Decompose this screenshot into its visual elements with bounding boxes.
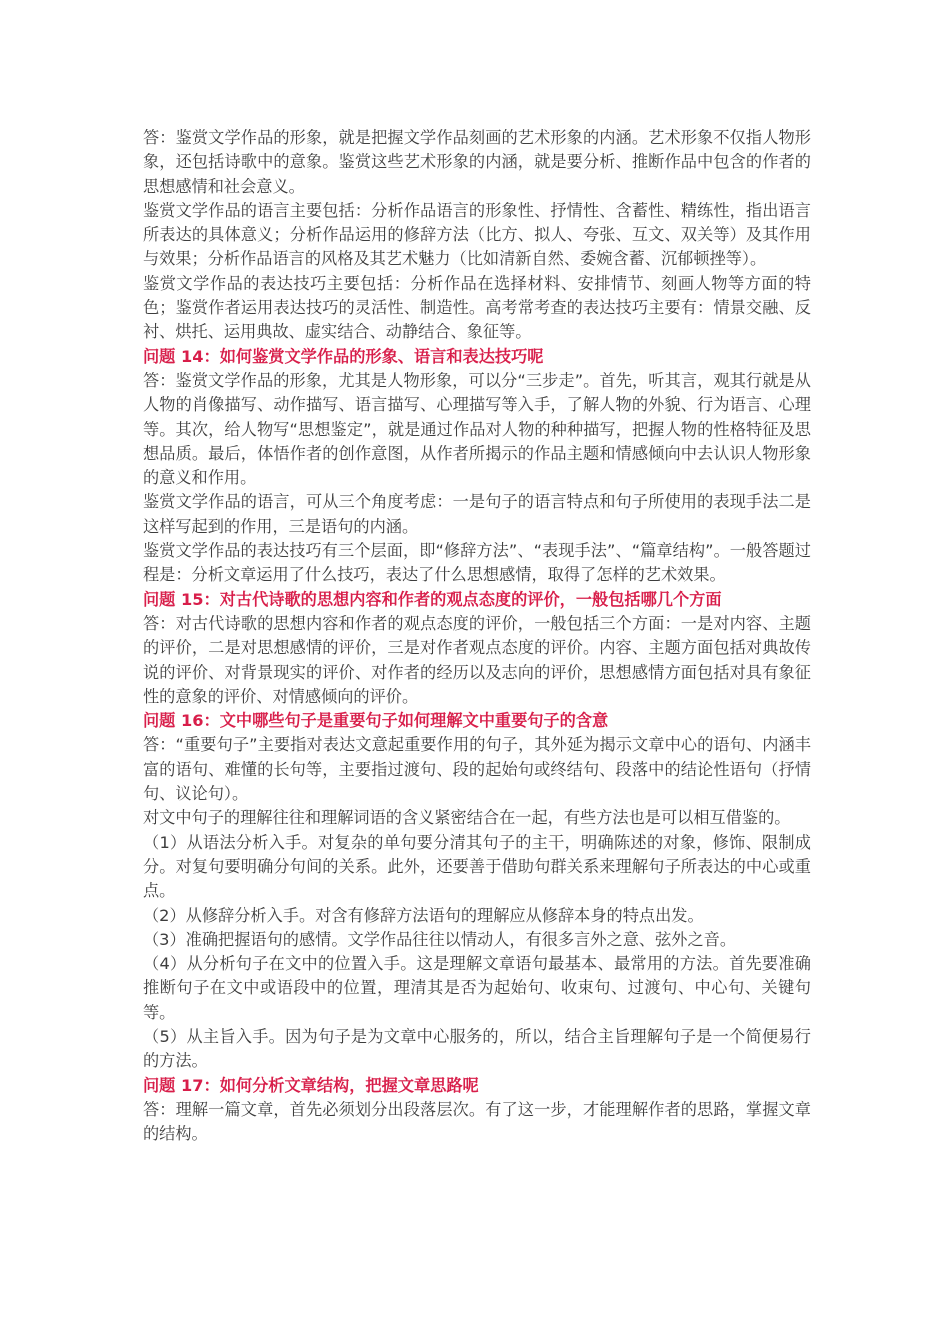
paragraph-q14-technique: 鉴赏文学作品的表达技巧有三个层面，即“修辞方法”、“表现手法”、“篇章结构”。一般答题过程是：分析文章运用了什么技巧，表达了什么思想感情，取得了怎样的艺术效果。 [143,541,811,585]
paragraph-q16-answer: 答：“重要句子”主要指对表达文意起重要作用的句子，其外延为揭示文章中心的语句、内涵丰富的语句、难懂的长句等，主要指过渡句、段的起始句或终结句、段落中的结论性语句（抒情句、议论句）。 [143,735,811,804]
document-body [143,126,811,1146]
paragraph-q15-answer: 答：对古代诗歌的思想内容和作者的观点态度的评价，一般包括三个方面：一是对内容、主题的评价，二是对思想感情的评价，三是对作者观点态度的评价。内容、主题方面包括对典故传说的评价、对背景现实的评价、对作者的经历以及志向的评价，思想感情方面包括对具有象征性的意象的评价、对情感倾向的评价。 [143,613,811,706]
paragraph-q14-language: 鉴赏文学作品的语言，可从三个角度考虑：一是句子的语言特点和句子所使用的表现手法二是这样写起到的作用，三是语句的内涵。 [143,492,811,536]
paragraph-q16-item-5: （5）从主旨入手。因为句子是为文章中心服务的，所以，结合主旨理解句子是一个简便易行的方法。 [143,1026,811,1071]
question-15-heading: 问题 15：对古代诗歌的思想内容和作者的观点态度的评价，一般包括哪几个方面 [143,589,722,609]
question-17-heading: 问题 17：如何分析文章结构，把握文章思路呢 [143,1075,479,1095]
question-16-heading: 问题 16：文中哪些句子是重要句子如何理解文中重要句子的含意 [143,711,609,731]
paragraph-q17-answer: 答：理解一篇文章，首先必须划分出段落层次。有了这一步，才能理解作者的思路，掌握文章的结构。 [143,1099,811,1144]
paragraph-q16-item-3: （3）准确把握语句的感情。文学作品往往以情动人，有很多言外之意、弦外之音。 [143,929,737,949]
paragraph-q16-intro: 对文中句子的理解往往和理解词语的含义紧密结合在一起，有些方法也是可以相互借鉴的。 [143,808,791,828]
paragraph-q16-item-4: （4）从分析句子在文中的位置入手。这是理解文章语句最基本、最常用的方法。首先要准确推断句子在文中或语段中的位置，理清其是否为起始句、收束句、过渡句、中心句、关键句等。 [143,954,811,1022]
paragraph-q16-item-1: （1）从语法分析入手。对复杂的单句要分清其句子的主干，明确陈述的对象，修饰、限制成分。对复句要明确分句间的关系。此外，还要善于借助句群关系来理解句子所表达的中心或重点。 [143,832,811,901]
paragraph-answer-image: 答：鉴赏文学作品的形象，就是把握文学作品刻画的艺术形象的内涵。艺术形象不仅指人物形象，还包括诗歌中的意象。鉴赏这些艺术形象的内涵，就是要分析、推断作品中包含的作者的思想感情和社会意义。 [143,128,811,196]
paragraph-language: 鉴赏文学作品的语言主要包括：分析作品语言的形象性、抒情性、含蓄性、精练性，指出语言所表达的具体意义；分析作品运用的修辞方法（比方、拟人、夸张、互文、双关等）及其作用与效果；分析作品语言的风格及其艺术魅力（比如清新自然、委婉含蓄、沉郁顿挫等）。 [143,200,811,269]
question-14-heading: 问题 14：如何鉴赏文学作品的形象、语言和表达技巧呢 [143,346,544,366]
paragraph-q16-item-2: （2）从修辞分析入手。对含有修辞方法语句的理解应从修辞本身的特点出发。 [143,905,704,925]
paragraph-technique: 鉴赏文学作品的表达技巧主要包括：分析作品在选择材料、安排情节、刻画人物等方面的特色；鉴赏作者运用表达技巧的灵活性、制造性。高考常考查的表达技巧主要有：情景交融、反衬、烘托、运用典故、虚实结合、动静结合、象征等。 [143,273,811,342]
paragraph-q14-answer: 答：鉴赏文学作品的形象，尤其是人物形象，可以分“三步走”。首先，听其言，观其行就是从人物的肖像描写、动作描写、语言描写、心理描写等入手，了解人物的外貌、行为语言、心理等。其次，给人物写“思想鉴定”，就是通过作品对人物的种种描写，把握人物的性格特征及思想品质。最后，体悟作者的创作意图，从作者所揭示的作品主题和情感倾向中去认识人物形象的意义和作用。 [143,370,811,488]
